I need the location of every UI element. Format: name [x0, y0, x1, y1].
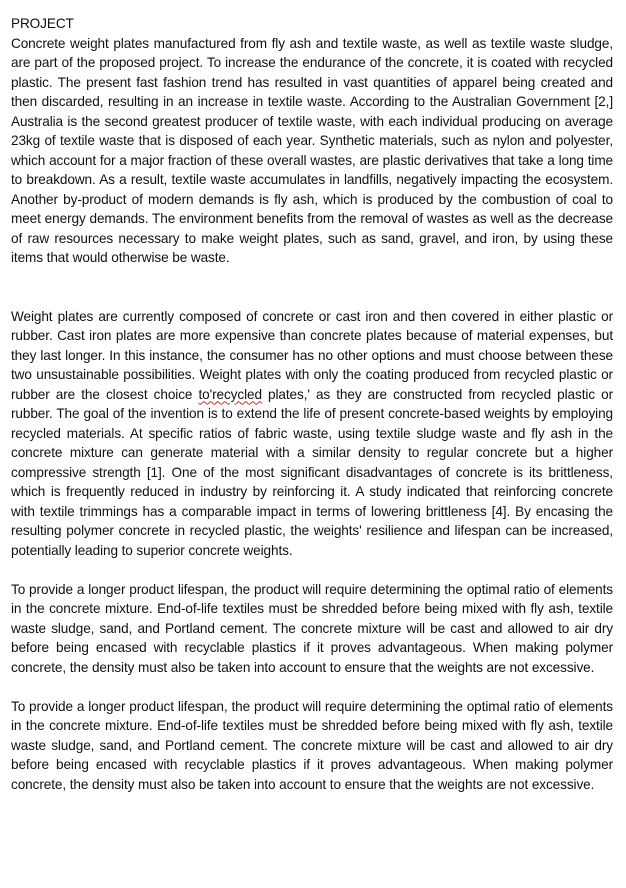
paragraph-product-lifespan: To provide a longer product lifespan, the product will require determining the optimal ratio of elements in the concrete mixture. End-of-life textiles must be shredded before being mixed with fly ash, textile waste sludge, sand, and Portland cement. The concrete mixture will be cast and allowed to air dry before being encased with recyclable plastics if it proves advantageous. When making polymer concrete, the density must also be taken into account to ensure that the weights are not excessive. [11, 581, 613, 675]
paragraph-product-lifespan-repeat: To provide a longer product lifespan, the product will require determining the optimal ratio of elements in the concrete mixture. End-of-life textiles must be shredded before being mixed with fly ash, textile waste sludge, sand, and Portland cement. The concrete mixture will be cast and allowed to air dry before being encased with recyclable plastics if it proves advantageous. When making polymer concrete, the density must also be taken into account to ensure that the weights are not excessive. [11, 698, 613, 792]
section-heading: PROJECT [11, 16, 74, 31]
paragraph-current-weight-plates [11, 307, 613, 561]
spellcheck-flagged-word[interactable]: to'recycled [198, 386, 262, 402]
paragraph-text-segment: Weight plates are currently composed of concrete or cast iron and then covered in either plastic or rubber. Cast iron plates are more expensive than concrete plates because of material expenses, but they last longer. In this instance, the consumer has no other options and must choose between these two unsustainable possibilities. Weight plates with only the coating produced from recycled plastic or rubber are the closest choice [11, 308, 613, 402]
paragraph-text-segment: plates,' as they are constructed from recycled plastic or rubber. The goal of the invention is to extend the life of present concrete-based weights by employing recycled materials. At specific ratios of fabric waste, using textile sludge waste and fly ash in the concrete mixture can generate material with a similar density to regular concrete but a higher compressive strength [1]. One of the most significant disadvantages of concrete is its brittleness, which is frequently reduced in industry by reinforcing it. A study indicated that reinforcing concrete with textile trimmings has a comparable impact in terms of lowering brittleness [4]. By encasing the resulting polymer concrete in recycled plastic, the weights' resilience and lifespan can be increased, potentially leading to superior concrete weights. [11, 386, 614, 558]
paragraph-project-overview: Concrete weight plates manufactured from fly ash and textile waste, as well as textile waste sludge, are part of the proposed project. To increase the endurance of the concrete, it is coated with recycled plastic. The present fast fashion trend has resulted in vast quantities of apparel being created and then discarded, resulting in an increase in textile waste. According to the Australian Government [2,] Australia is the second greatest producer of textile waste, with each individual producing on average 23kg of textile waste that is disposed of each year. Synthetic materials, such as nylon and polyester, which account for a major fraction of these overall wastes, are plastic derivatives that take a long time to breakdown. As a result, textile waste accumulates in landfills, negatively impacting the ecosystem. Another by-product of modern demands is fly ash, which is produced by the combustion of coal to meet energy demands. The environment benefits from the removal of wastes as well as the decrease of raw resources necessary to make weight plates, such as sand, gravel, and iron, by using these items that would otherwise be waste. [11, 35, 613, 265]
document-body [11, 14, 613, 794]
